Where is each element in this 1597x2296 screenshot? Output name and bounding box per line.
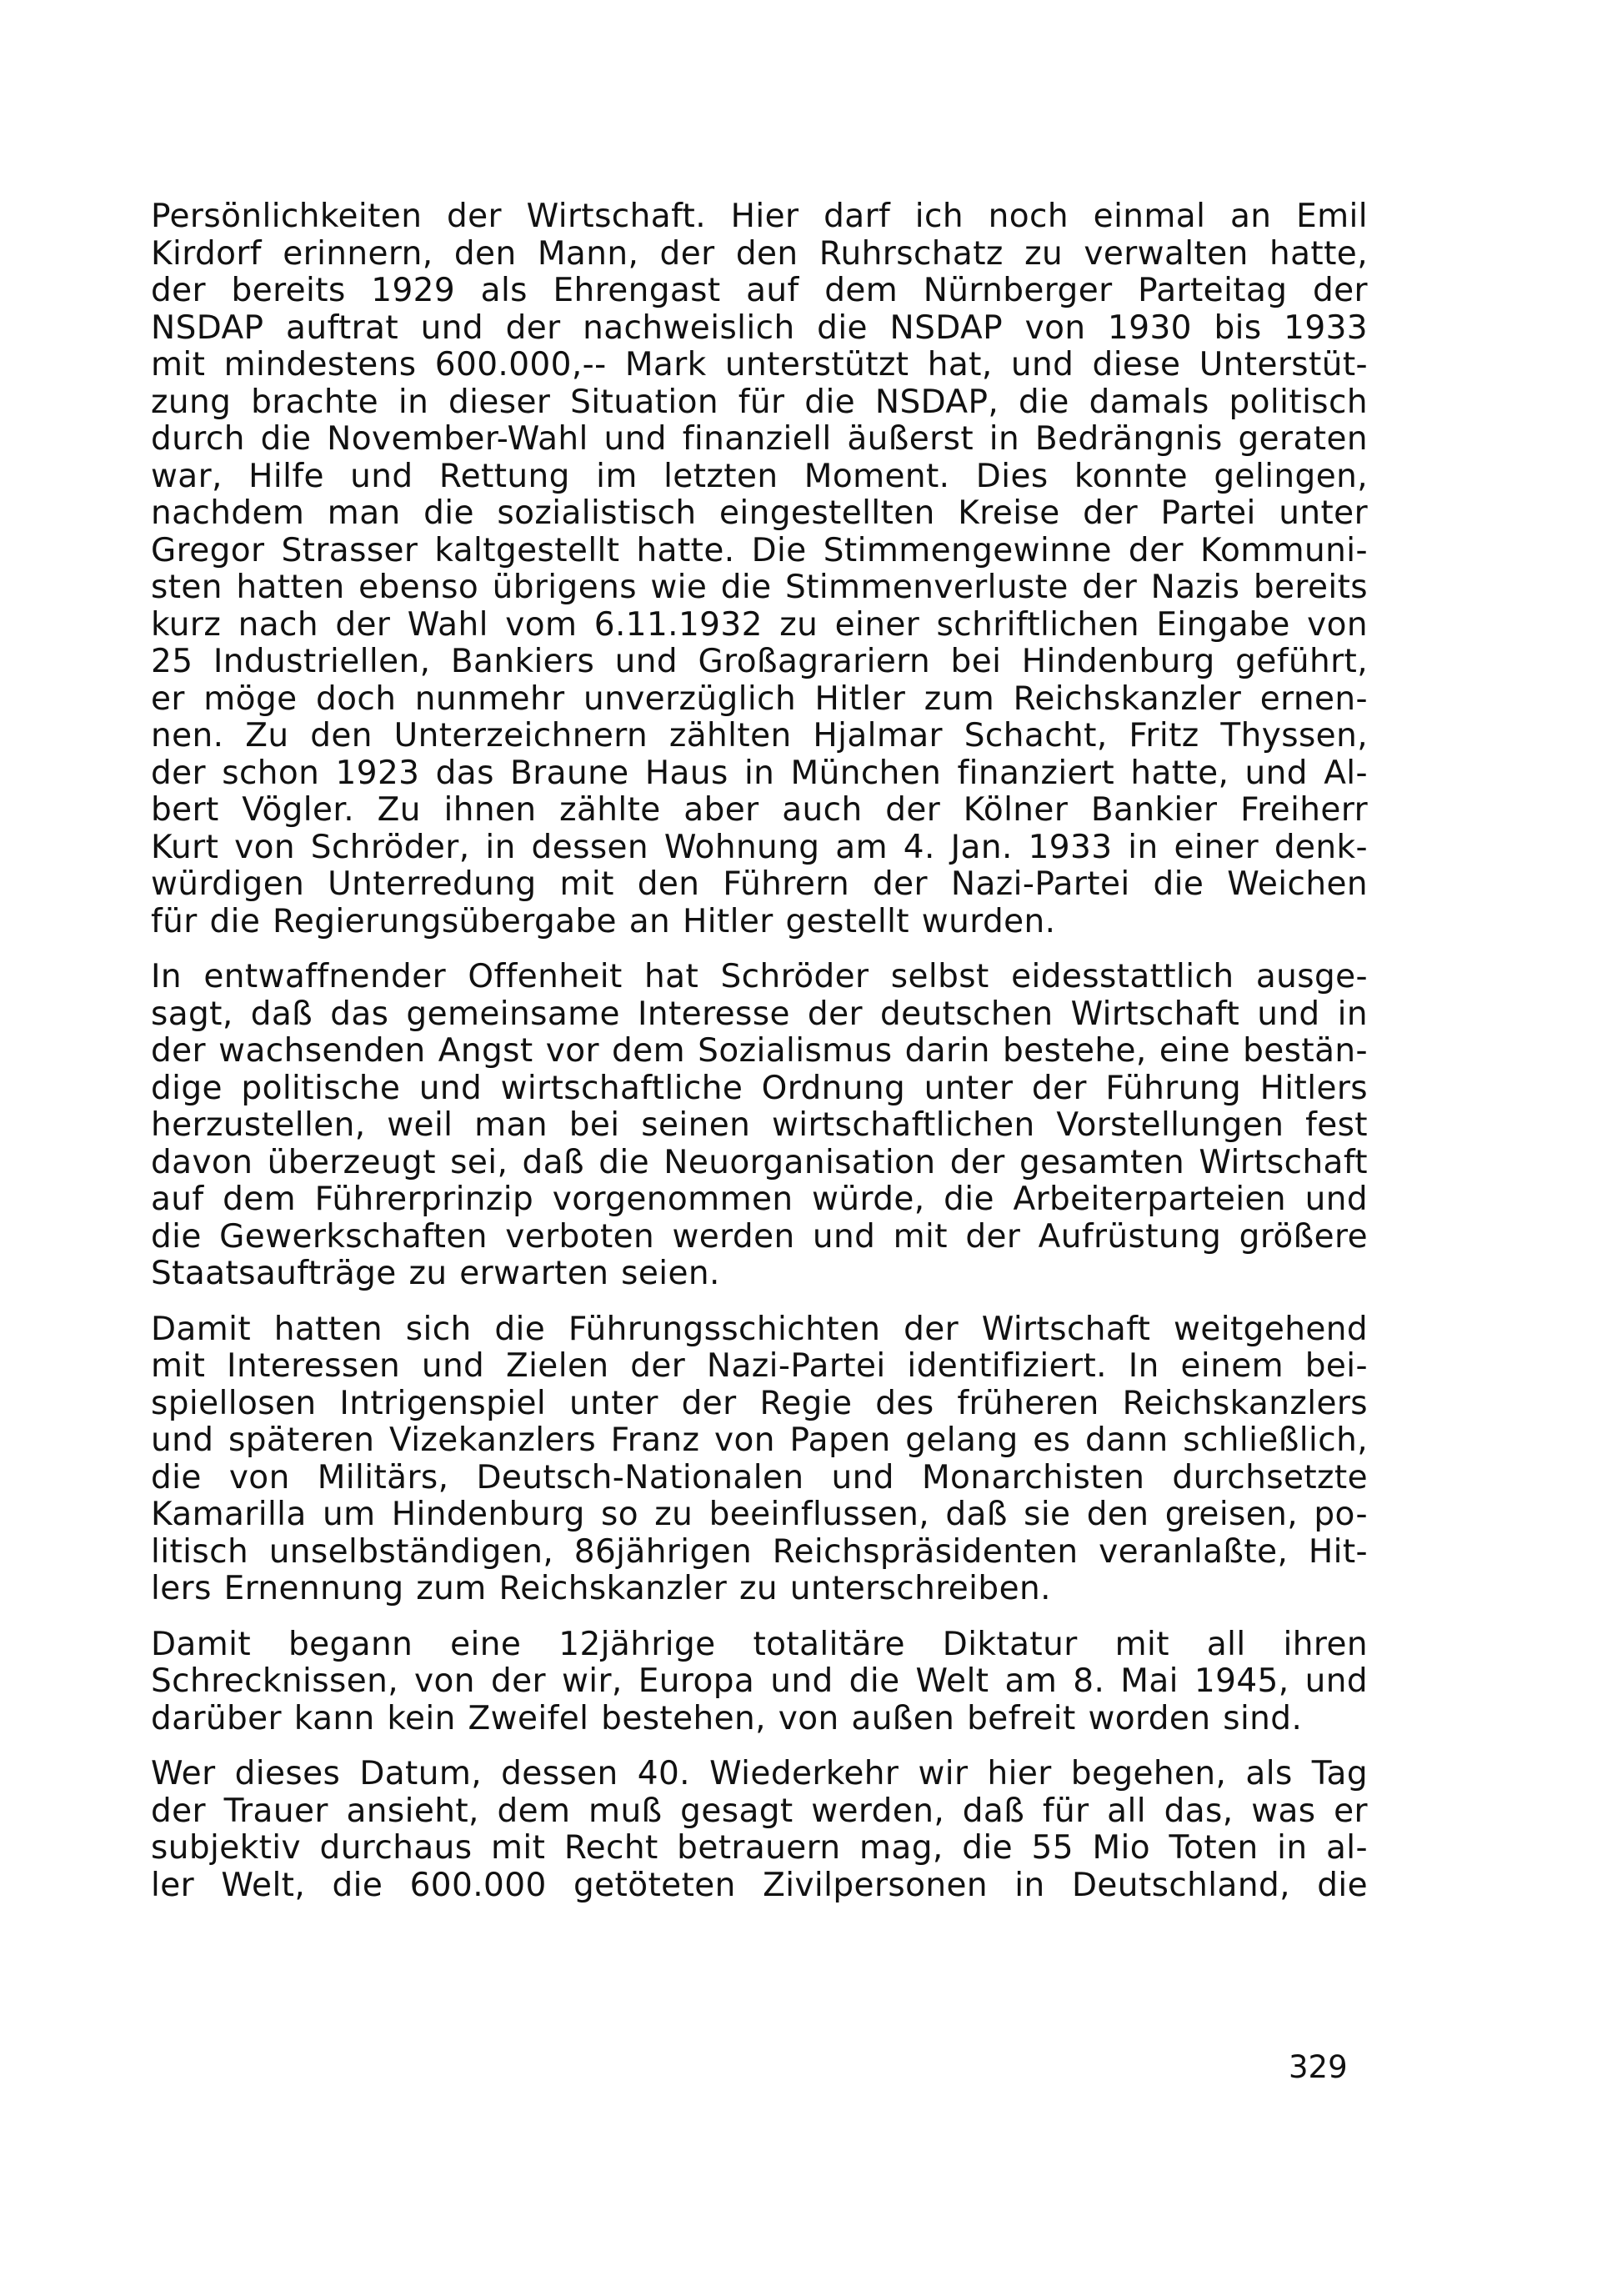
body-text	[151, 198, 1368, 1923]
text-line: mit mindestens 600.000,-- Mark unterstützt hat, und diese Unterstüt-	[151, 347, 1368, 384]
paragraph	[151, 198, 1368, 940]
text-line: Wer dieses Datum, dessen 40. Wiederkehr wir hier begehen, als Tag	[151, 1756, 1368, 1792]
text-line: sagt, daß das gemeinsame Interesse der deutschen Wirtschaft und in	[151, 995, 1368, 1033]
paragraph	[151, 1627, 1368, 1738]
text-line: Kamarilla um Hindenburg so zu beeinflussen, daß sie den greisen, po-	[151, 1496, 1368, 1533]
text-line: Kurt von Schröder, in dessen Wohnung am 4. Jan. 1933 in einer denk-	[151, 829, 1368, 866]
text-line: darüber kann kein Zweifel bestehen, von außen befreit worden sind.	[151, 1700, 1303, 1737]
text-line: Kirdorf erinnern, den Mann, der den Ruhrschatz zu verwalten hatte,	[151, 235, 1368, 273]
text-line: würdigen Unterredung mit den Führern der Nazi-Partei die Weichen	[151, 866, 1368, 903]
page-number: 329	[1289, 2049, 1348, 2085]
text-line: lers Ernennung zum Reichskanzler zu unterschreiben.	[151, 1571, 1051, 1607]
text-line: herzustellen, weil man bei seinen wirtschaftlichen Vorstellungen fest	[151, 1107, 1368, 1144]
text-line: Gregor Strasser kaltgestellt hatte. Die Stimmengewinne der Kommuni-	[151, 532, 1368, 569]
text-line: bert Vögler. Zu ihnen zählte aber auch der Kölner Bankier Freiherr	[151, 792, 1368, 829]
text-line: durch die November-Wahl und finanziell äußerst in Bedrängnis geraten	[151, 421, 1368, 458]
paragraph	[151, 1311, 1368, 1608]
text-line: die Gewerkschaften verboten werden und mit der Aufrüstung größere	[151, 1218, 1368, 1256]
text-line: der wachsenden Angst vor dem Sozialismus darin bestehe, eine bestän-	[151, 1033, 1368, 1070]
text-line: spiellosen Intrigenspiel unter der Regie des früheren Reichskanzlers	[151, 1385, 1368, 1422]
text-line: der Trauer ansieht, dem muß gesagt werden, daß für all das, was er	[151, 1792, 1368, 1830]
text-line: litisch unselbständigen, 86jährigen Reichspräsidenten veranlaßte, Hit-	[151, 1533, 1368, 1571]
text-line: der schon 1923 das Braune Haus in München finanziert hatte, und Al-	[151, 754, 1368, 792]
text-line: 25 Industriellen, Bankiers und Großagrariern bei Hindenburg geführt,	[151, 644, 1368, 680]
text-line: nen. Zu den Unterzeichnern zählten Hjalmar Schacht, Fritz Thyssen,	[151, 718, 1368, 754]
text-line: auf dem Führerprinzip vorgenommen würde, die Arbeiterparteien und	[151, 1181, 1368, 1218]
text-line: war, Hilfe und Rettung im letzten Moment. Dies konnte gelingen,	[151, 458, 1368, 495]
text-line: davon überzeugt sei, daß die Neuorganisation der gesamten Wirtschaft	[151, 1144, 1368, 1181]
text-line: er möge doch nunmehr unverzüglich Hitler zum Reichskanzler ernen-	[151, 680, 1368, 718]
text-line: und späteren Vizekanzlers Franz von Papen gelang es dann schließlich,	[151, 1422, 1368, 1459]
paragraph	[151, 959, 1368, 1293]
text-line: der bereits 1929 als Ehrengast auf dem Nürnberger Parteitag der	[151, 273, 1368, 309]
text-line: Damit begann eine 12jährige totalitäre Diktatur mit all ihren	[151, 1626, 1368, 1663]
text-line: subjektiv durchaus mit Recht betrauern mag, die 55 Mio Toten in al-	[151, 1830, 1368, 1867]
text-line: Staatsaufträge zu erwarten seien.	[151, 1256, 720, 1292]
text-line: In entwaffnender Offenheit hat Schröder selbst eidesstattlich ausge-	[151, 959, 1368, 995]
text-line: sten hatten ebenso übrigens wie die Stimmenverluste der Nazis bereits	[151, 569, 1368, 606]
text-line: ler Welt, die 600.000 getöteten Zivilpersonen in Deutschland, die	[151, 1867, 1368, 1904]
text-line: NSDAP auftrat und der nachweislich die NSDAP von 1930 bis 1933	[151, 309, 1368, 347]
text-line: mit Interessen und Zielen der Nazi-Partei identifiziert. In einem bei-	[151, 1348, 1368, 1385]
text-line: für die Regierungsübergabe an Hitler gestellt wurden.	[151, 903, 1056, 940]
text-line: die von Militärs, Deutsch-Nationalen und Monarchisten durchsetzte	[151, 1459, 1368, 1496]
text-line: Persönlichkeiten der Wirtschaft. Hier darf ich noch einmal an Emil	[151, 198, 1368, 235]
text-line: Damit hatten sich die Führungsschichten der Wirtschaft weitgehend	[151, 1311, 1368, 1348]
text-line: kurz nach der Wahl vom 6.11.1932 zu einer schriftlichen Eingabe von	[151, 606, 1368, 644]
text-line: nachdem man die sozialistisch eingestellten Kreise der Partei unter	[151, 495, 1368, 532]
paragraph	[151, 1756, 1368, 1904]
text-line: dige politische und wirtschaftliche Ordnung unter der Führung Hitlers	[151, 1070, 1368, 1107]
text-line: zung brachte in dieser Situation für die NSDAP, die damals politisch	[151, 384, 1368, 421]
text-line: Schrecknissen, von der wir, Europa und die Welt am 8. Mai 1945, und	[151, 1663, 1368, 1700]
